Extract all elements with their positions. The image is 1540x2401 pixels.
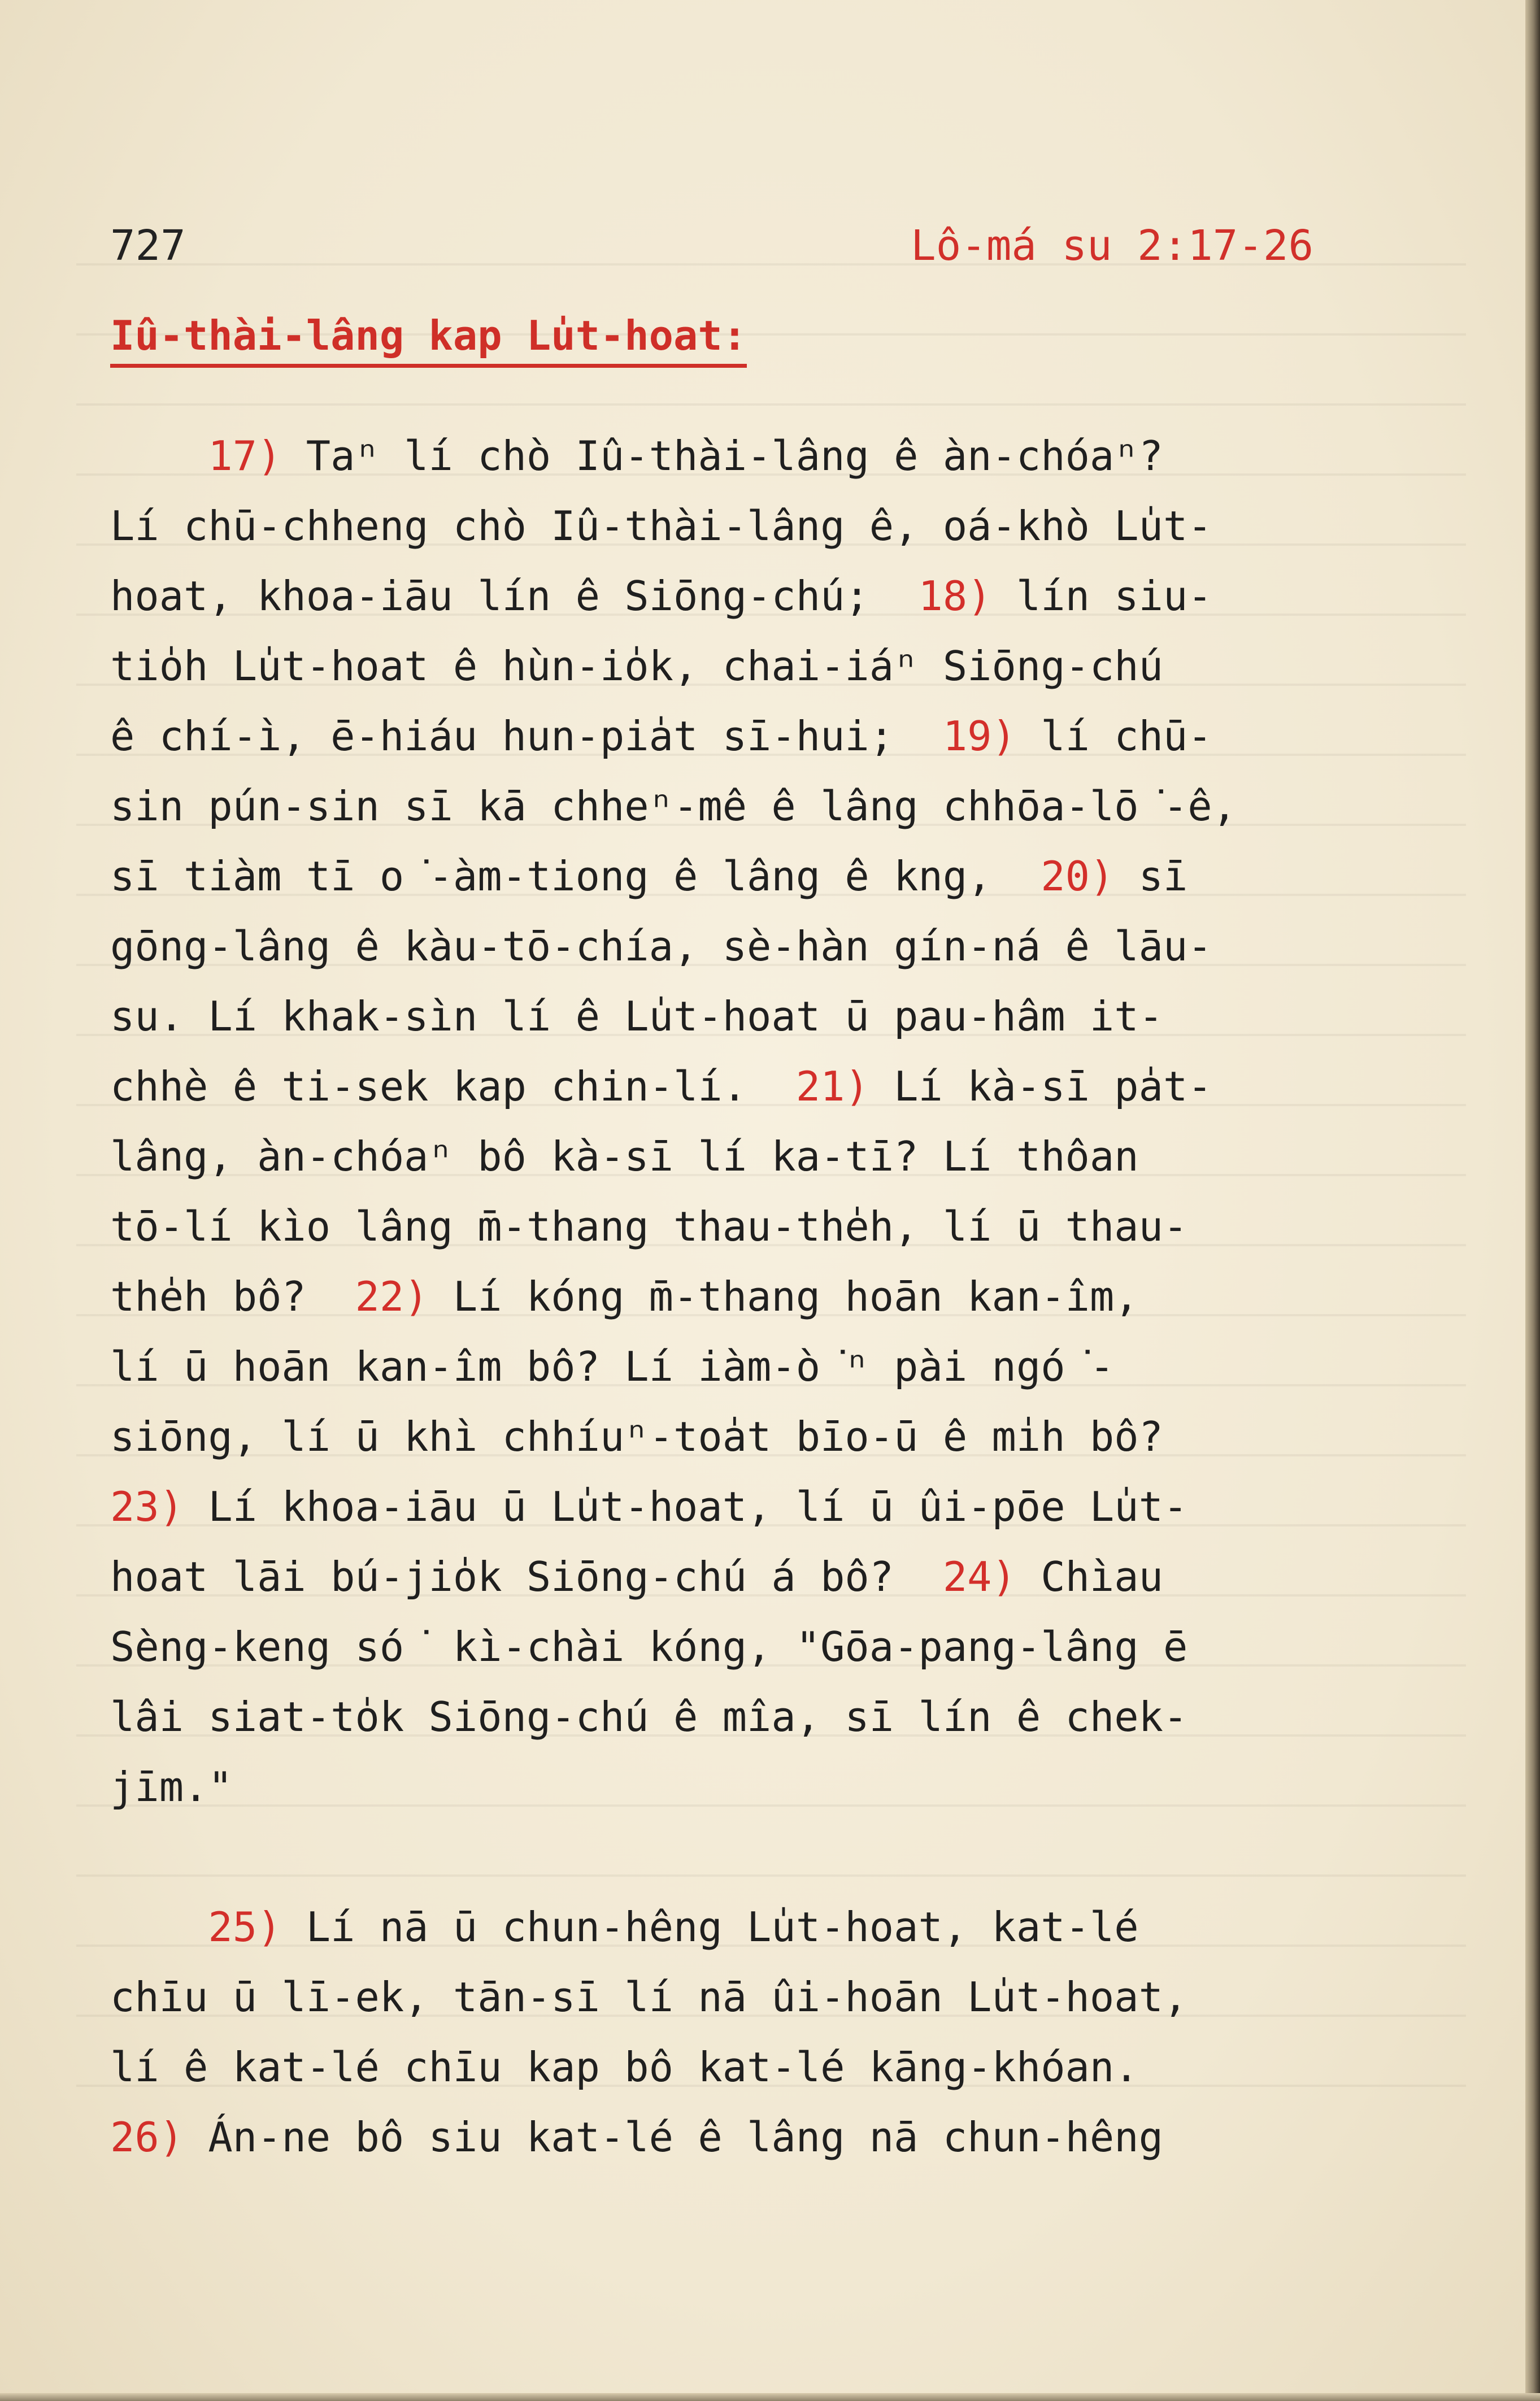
verse-text: hoat lāi bú-jio̍k Siōng-chú á bô? <box>110 1553 943 1600</box>
verse-text: sī <box>1114 852 1188 900</box>
page-bottom-edge <box>0 2393 1540 2401</box>
verse-number: 23) <box>110 1483 184 1530</box>
body-text <box>110 421 1410 2172</box>
text-line <box>110 911 1410 981</box>
verse-number: 25) <box>208 1903 282 1951</box>
text-line <box>110 631 1410 701</box>
text-line <box>110 771 1410 841</box>
verse-number: 18) <box>918 572 992 620</box>
verse-number: 22) <box>355 1273 429 1320</box>
text-line <box>110 1191 1410 1262</box>
text-line <box>110 1892 1410 1962</box>
verse-text: gōng-lâng ê kàu-tō-chía, sè-hàn gín-ná ê lāu- <box>110 923 1212 970</box>
text-line <box>110 1682 1410 1752</box>
verse-text: su. Lí khak-sìn lí ê Lu̍t-hoat ū pau-hâm it- <box>110 993 1163 1040</box>
verse-text: sin pún-sin sī kā chheⁿ-mê ê lâng chhōa-lō͘-ê, <box>110 782 1237 830</box>
verse-text: hoat, khoa-iāu lín ê Siōng-chú; <box>110 572 919 620</box>
verse-text: lí ê kat-lé chīu kap bô kat-lé kāng-khóan. <box>110 2043 1139 2091</box>
verse-text: siōng, lí ū khì chhíuⁿ-toa̍t bīo-ū ê mi̍h bô? <box>110 1413 1163 1460</box>
paragraph-break <box>110 1822 1410 1892</box>
verse-number: 19) <box>942 712 1016 760</box>
section-heading: Iû-thài-lâng kap Lu̍t-hoat: <box>110 310 747 368</box>
text-line <box>110 1962 1410 2032</box>
verse-number: 20) <box>1041 852 1115 900</box>
verse-text: jīm." <box>110 1763 233 1811</box>
verse-number: 24) <box>942 1553 1016 1600</box>
text-line <box>110 421 1410 491</box>
verse-text: Sèng-keng só͘ kì-chài kóng, "Gōa-pang-lâng ē <box>110 1623 1188 1671</box>
verse-number: 17) <box>208 432 282 480</box>
verse-text: Lí kà-sī pa̍t- <box>869 1063 1212 1110</box>
text-line <box>110 1262 1410 1332</box>
text-line <box>110 981 1410 1051</box>
verse-text: lí chū- <box>1016 712 1212 760</box>
text-line <box>110 1121 1410 1191</box>
verse-text <box>110 432 208 480</box>
text-line <box>110 1612 1410 1682</box>
verse-text: Lí kóng m̄-thang hoān kan-îm, <box>428 1273 1139 1320</box>
text-line <box>110 1332 1410 1402</box>
verse-text: lín siu- <box>991 572 1212 620</box>
text-line <box>110 491 1410 561</box>
page-edge-shadow <box>1525 0 1540 2401</box>
verse-text: chīu ū lī-ek, tān-sī lí nā ûi-hoān Lu̍t-hoat, <box>110 1973 1188 2021</box>
verse-text: chhè ê ti-sek kap chin-lí. <box>110 1063 796 1110</box>
text-line <box>110 1472 1410 1542</box>
text-line <box>110 1402 1410 1472</box>
text-line <box>110 2102 1410 2172</box>
verse-text: lí ū hoān kan-îm bô? Lí iàm-ò͘ⁿ pài ngó͘- <box>110 1343 1115 1390</box>
verse-text: tō-lí kìo lâng m̄-thang thau-the̍h, lí ū thau- <box>110 1203 1188 1250</box>
verse-text: Lí khoa-iāu ū Lu̍t-hoat, lí ū ûi-pōe Lu̍t- <box>184 1483 1188 1530</box>
verse-text: ê chí-ì, ē-hiáu hun-pia̍t sī-hui; <box>110 712 943 760</box>
verse-text: Chìau <box>1016 1553 1163 1600</box>
text-line <box>110 1752 1410 1822</box>
text-line <box>110 1542 1410 1612</box>
text-line <box>110 701 1410 771</box>
text-line <box>110 841 1410 911</box>
page-number: 727 <box>110 221 186 270</box>
text-line <box>110 561 1410 631</box>
verse-text: sī tiàm tī o͘-àm-tiong ê lâng ê kng, <box>110 852 1041 900</box>
verse-text: the̍h bô? <box>110 1273 355 1320</box>
running-head: Lô-má su 2:17-26 <box>911 221 1313 270</box>
page-header <box>110 218 1313 285</box>
verse-text: Taⁿ lí chò Iû-thài-lâng ê àn-chóaⁿ? <box>281 432 1163 480</box>
verse-text: lâi siat-to̍k Siōng-chú ê mîa, sī lín ê chek- <box>110 1693 1188 1741</box>
verse-number: 21) <box>795 1063 869 1110</box>
verse-text <box>110 1903 208 1951</box>
verse-text: Án-ne bô siu kat-lé ê lâng nā chun-hêng <box>184 2113 1163 2161</box>
verse-text: tio̍h Lu̍t-hoat ê hùn-io̍k, chai-iáⁿ Siōng-chú <box>110 642 1163 690</box>
verse-text: lâng, àn-chóaⁿ bô kà-sī lí ka-tī? Lí thôan <box>110 1133 1139 1180</box>
text-line <box>110 1051 1410 1121</box>
text-line <box>110 2032 1410 2102</box>
verse-text: Lí chū-chheng chò Iû-thài-lâng ê, oá-khò Lu̍t- <box>110 502 1212 550</box>
verse-number: 26) <box>110 2113 184 2161</box>
verse-text: Lí nā ū chun-hêng Lu̍t-hoat, kat-lé <box>281 1903 1139 1951</box>
